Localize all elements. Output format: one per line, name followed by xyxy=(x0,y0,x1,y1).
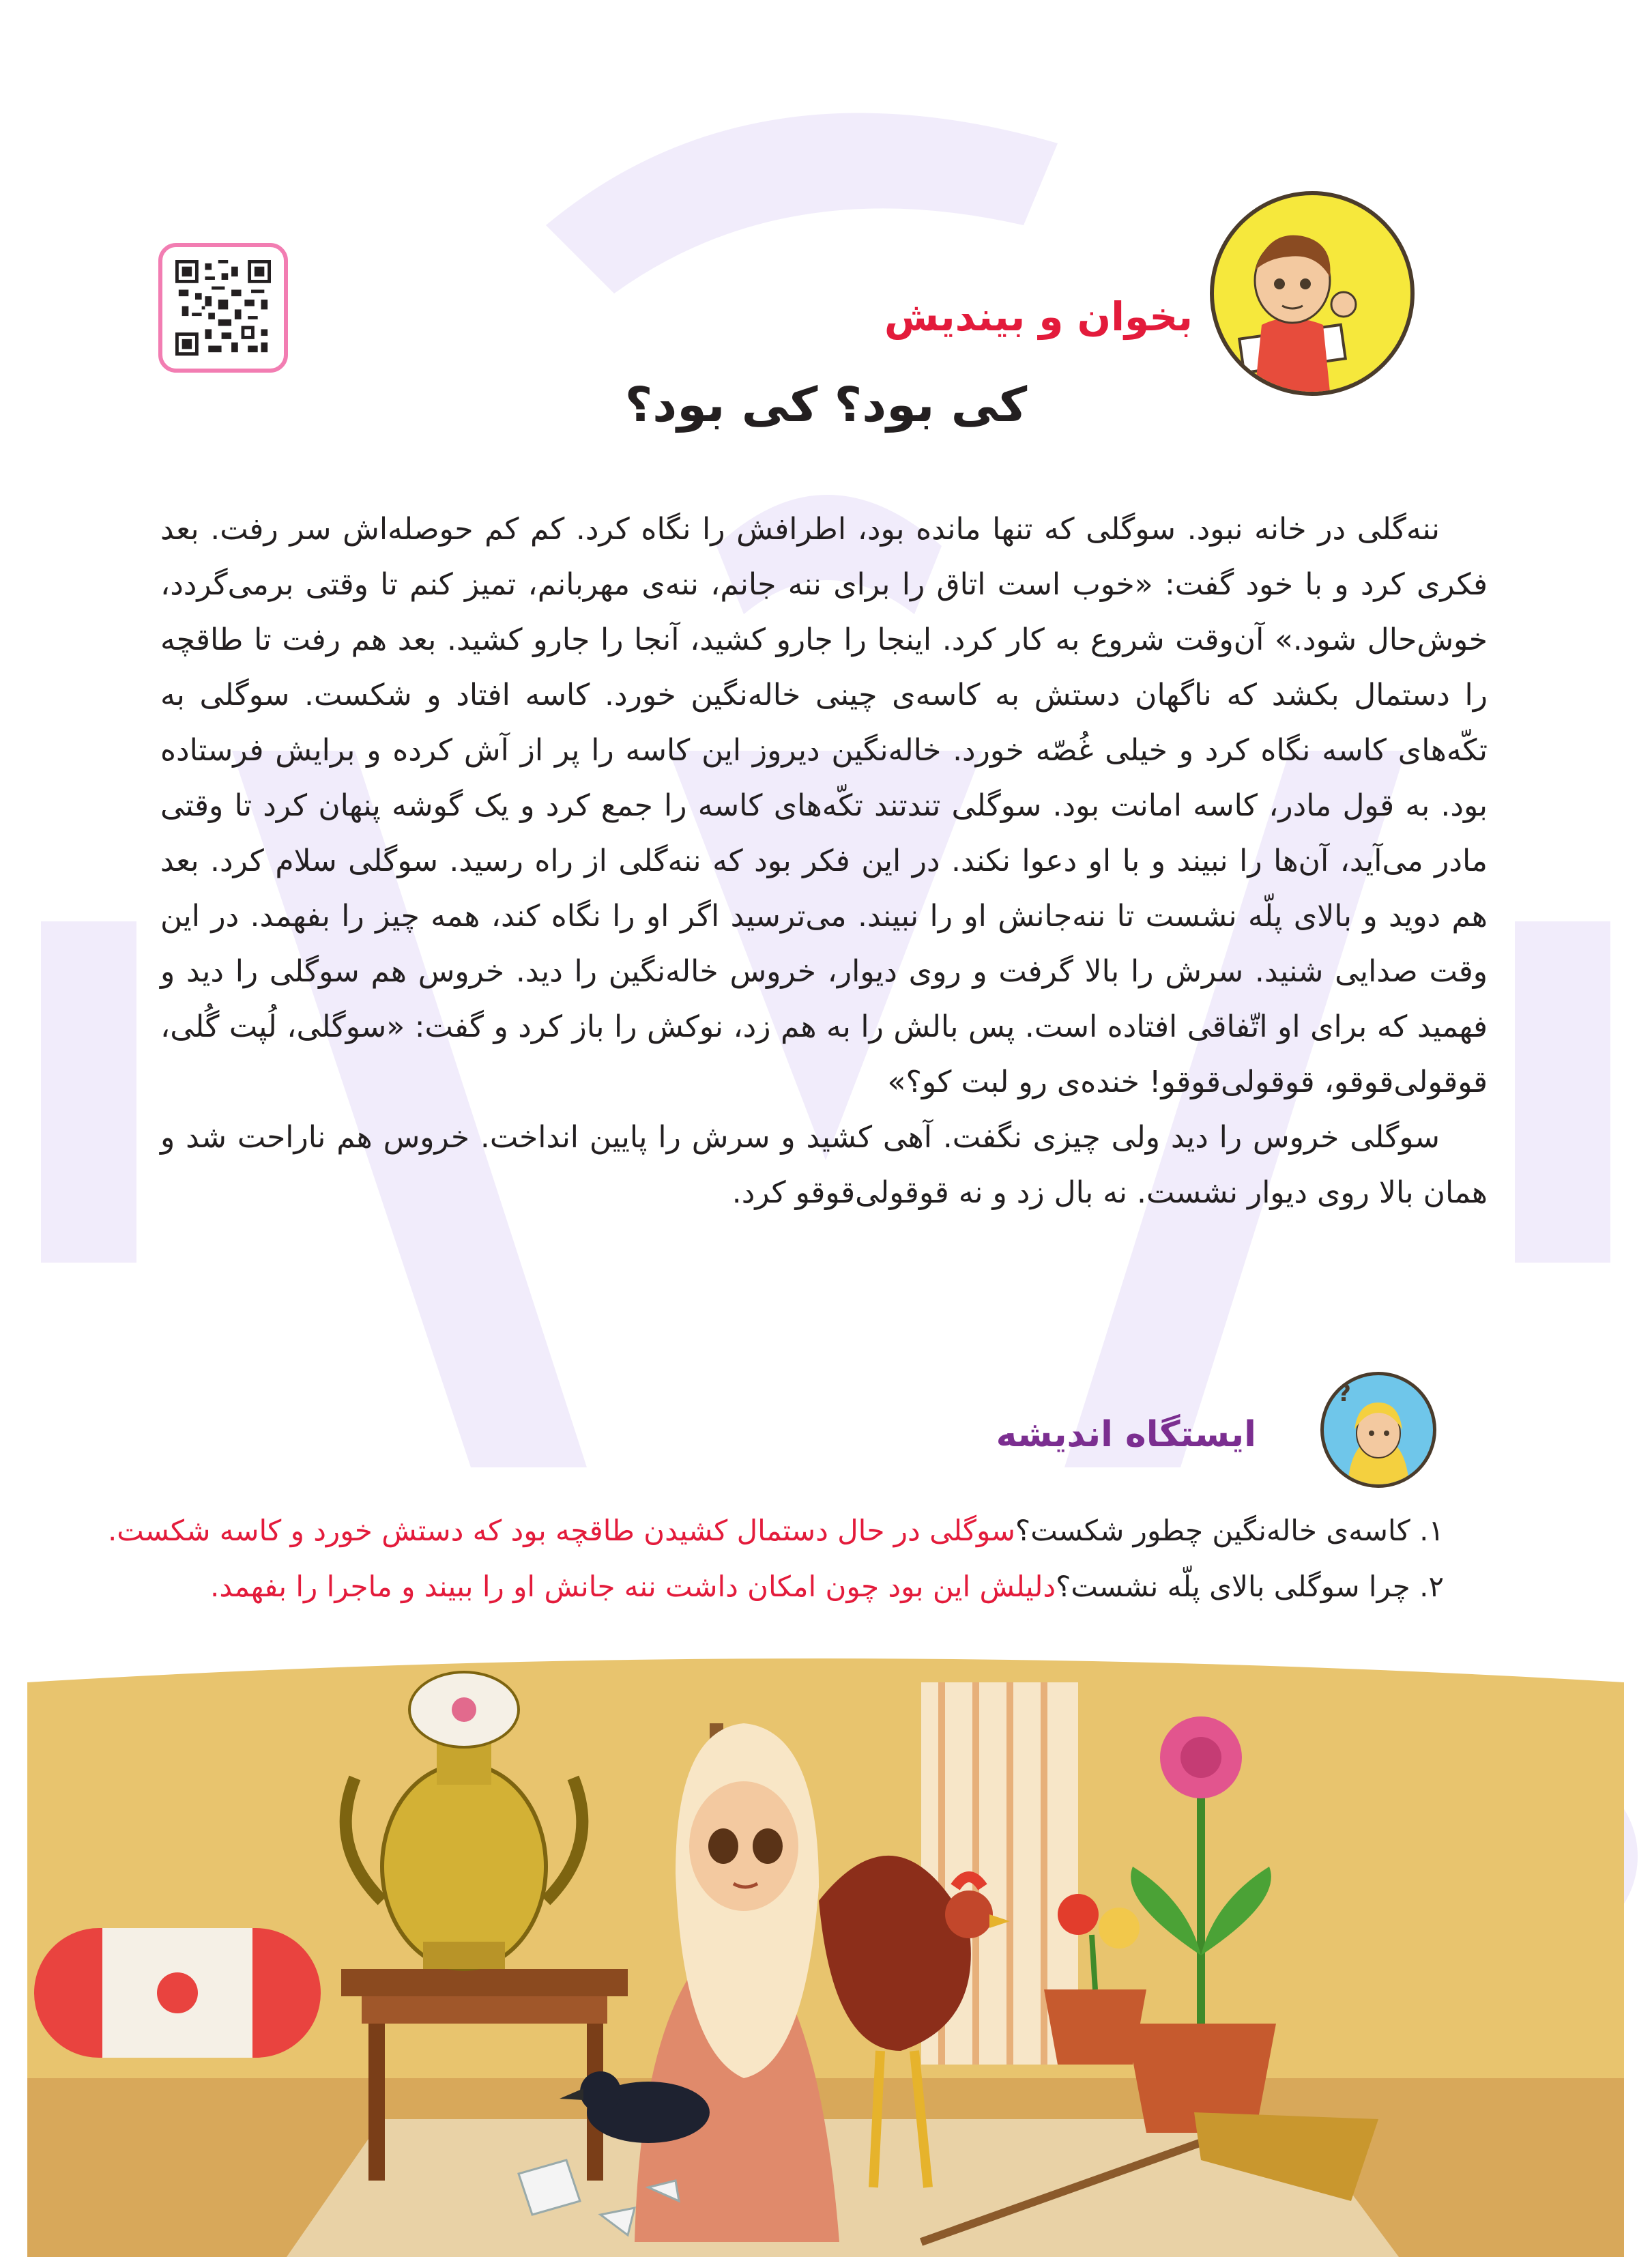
thinking-girl-icon xyxy=(1324,1375,1433,1484)
question-item xyxy=(27,1570,1444,1603)
pillow xyxy=(34,1928,321,2058)
story-title: کی بود؟ کی بود؟ xyxy=(624,377,1028,433)
qr-code[interactable] xyxy=(158,243,288,373)
question-text: ۱. کاسه‌ی خاله‌نگین چطور شکست؟ xyxy=(1015,1514,1444,1547)
answer-text: سوگلی در حال دستمال کشیدن طاقچه بود که دستش خورد و کاسه شکست. xyxy=(107,1514,1015,1547)
story-body xyxy=(160,502,1488,1220)
answer-text: دلیلش این بود چون امکان داشت ننه جانش او را ببیند و ماجرا را بفهمد. xyxy=(210,1570,1056,1603)
boy-reading-icon xyxy=(1214,195,1410,392)
qr-code-icon xyxy=(175,260,271,356)
story-paragraph: سوگلی خروس را دید ولی چیزی نگفت. آهی کشید و سرش را پایین انداخت. خروس هم ناراحت شد و همان بالا روی دیوار نشست. نه بال زد و نه قوقولی‌قوقو کرد. xyxy=(160,1120,1488,1210)
thinking-station-label: ایستگاه اندیشه xyxy=(996,1414,1256,1455)
section-label: بخوان و بیندیش xyxy=(884,293,1193,340)
svg-text:?: ? xyxy=(1337,1380,1351,1407)
story-illustration xyxy=(0,1641,1652,2257)
story-paragraph: ننه‌گلی در خانه نبود. سوگلی که تنها مانده بود، اطرافش را نگاه کرد. کم کم حوصله‌اش سر رفت. بعد فکری کرد و با خود گفت: «خوب است اتاق را برای ننه جانم، ننه‌ی مهربانم، تمیز کنم تا وقتی برمی‌گردد، خوش‌حال شود.» آن‌وقت شروع به کار کرد. اینجا را جارو کشید، آنجا را جارو کشید. بعد هم رفت تا طاقچه را دستمال بکشد که ناگهان دستش به کاسه‌ی چینی خاله‌نگین خورد. کاسه افتاد و شکست. سوگلی به تکّه‌های کاسه نگاه کرد و خیلی غُصّه خورد. خاله‌نگین دیروز این کاسه را پر از آش کرده و برایش فرستاده بود. به قول مادر، کاسه امانت بود. سوگلی تندتند تکّه‌های کاسه را جمع کرد و یک گوشه پنهان کرد تا وقتی مادر می‌آید، آن‌ها را نبیند و با او دعوا نکند. در این فکر بود که ننه‌گلی از راه رسید. سوگلی سلام کرد. بعد هم دوید و بالای پلّه نشست تا ننه‌جانش او را نبیند. می‌ترسید اگر او را نگاه کند، همه چیز را بفهمد. در این وقت صدایی شنید. سرش را بالا گرفت و روی دیوار، خروس خاله‌نگین را دید. خروس هم سوگلی را دید و فهمید که برای او اتّفاقی افتاده است. پس بالش را به هم زد، نوکش را باز کرد و گفت: «سوگلی، لُپت گُلی، قوقولی‌قوقو، قوقولی‌قوقو! خنده‌ی رو لبت کو؟» xyxy=(160,512,1488,1099)
read-and-think-badge xyxy=(1210,191,1415,396)
question-item xyxy=(27,1514,1444,1547)
thinking-station-badge xyxy=(1320,1372,1436,1488)
question-text: ۲. چرا سوگلی بالای پلّه نشست؟ xyxy=(1056,1570,1444,1603)
